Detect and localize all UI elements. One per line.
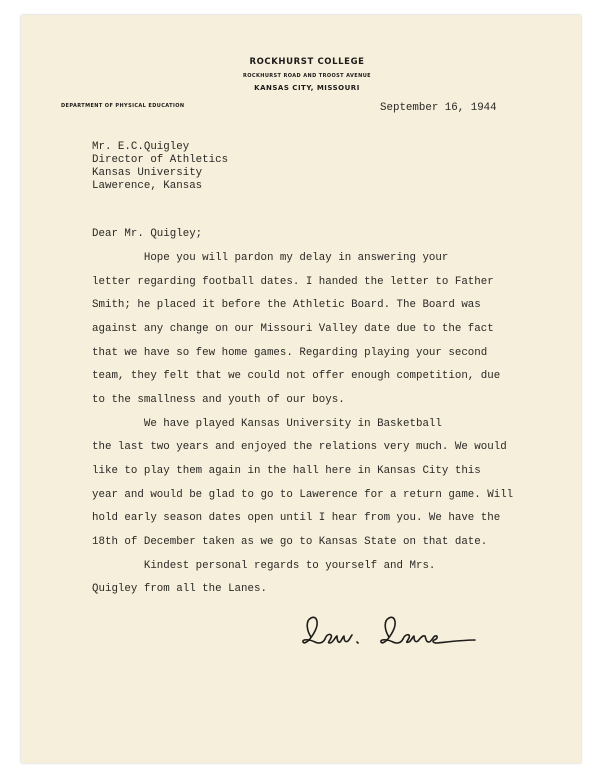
body-line: hold early season dates open until I hear from you. We have the: [92, 512, 501, 524]
recipient-line: Mr. E.C.Quigley: [92, 141, 190, 153]
body-line: team, they felt that we could not offer enough competition, due: [92, 370, 501, 382]
body-line: Hope you will pardon my delay in answering your: [92, 252, 449, 264]
recipient-line: Kansas University: [92, 167, 203, 179]
body-line: We have played Kansas University in Basketball: [92, 418, 442, 430]
body-line: like to play them again in the hall here in Kansas City this: [92, 465, 481, 477]
body-line: against any change on our Missouri Valley date due to the fact: [92, 323, 494, 335]
salutation: Dear Mr. Quigley;: [92, 228, 203, 240]
body-line: Kindest personal regards to yourself and Mrs.: [92, 560, 436, 572]
handwritten-signature: [297, 609, 497, 664]
letterhead-college-name: ROCKHURST COLLEGE: [249, 57, 365, 67]
letterhead-address: ROCKHURST ROAD AND TROOST AVENUE: [243, 73, 371, 79]
body-line: that we have so few home games. Regarding playing your second: [92, 347, 488, 359]
body-line: Quigley from all the Lanes.: [92, 583, 267, 595]
letter-page: [21, 15, 581, 763]
body-line: letter regarding football dates. I handed the letter to Father: [92, 276, 494, 288]
recipient-line: Director of Athletics: [92, 154, 229, 166]
body-line: to the smallness and youth of our boys.: [92, 394, 345, 406]
letter-date: September 16, 1944: [380, 102, 497, 114]
department-line: DEPARTMENT OF PHYSICAL EDUCATION: [61, 103, 185, 109]
body-line: Smith; he placed it before the Athletic Board. The Board was: [92, 299, 481, 311]
letterhead-city: KANSAS CITY, MISSOURI: [254, 84, 360, 92]
body-line: year and would be glad to go to Lawerence for a return game. Will: [92, 489, 514, 501]
recipient-line: Lawerence, Kansas: [92, 180, 203, 192]
body-line: 18th of December taken as we go to Kansas State on that date.: [92, 536, 488, 548]
body-line: the last two years and enjoyed the relations very much. We would: [92, 441, 507, 453]
